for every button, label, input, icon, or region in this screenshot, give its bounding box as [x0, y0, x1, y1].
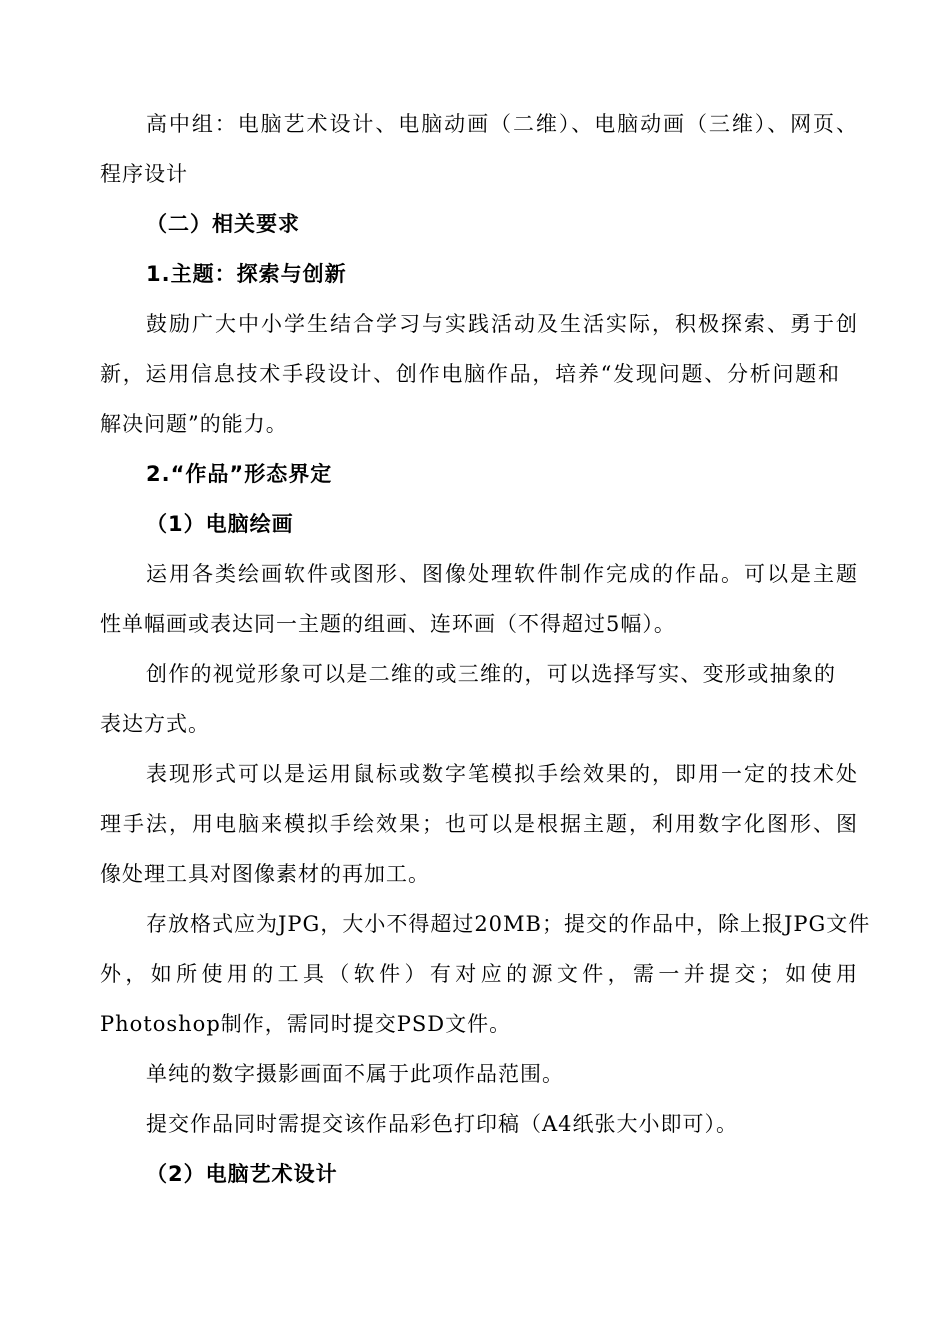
paragraph-expression-line-2: 理手法，用电脑来模拟手绘效果；也可以是根据主题，利用数字化图形、图 [100, 812, 858, 836]
paragraph-digital-photo: 单纯的数字摄影画面不属于此项作品范围。 [146, 1062, 564, 1086]
paragraph-format-line-2: 外，如所使用的工具（软件）有对应的源文件，需一并提交；如使用 [100, 962, 858, 986]
paragraph-format-line-1: 存放格式应为JPG，大小不得超过20MB；提交的作品中，除上报JPG文件 [146, 912, 871, 936]
paragraph-encourage-line-3: 解决问题”的能力。 [100, 412, 288, 436]
subheading-computer-art-design: （2）电脑艺术设计 [146, 1162, 338, 1186]
subheading-computer-painting: （1）电脑绘画 [146, 512, 294, 536]
paragraph-expression-line-3: 像处理工具对图像素材的再加工。 [100, 862, 430, 886]
paragraph-encourage-line-1: 鼓励广大中小学生结合学习与实践活动及生活实际，积极探索、勇于创 [146, 312, 858, 336]
paragraph-color-print: 提交作品同时需提交该作品彩色打印稿（A4纸张大小即可）。 [146, 1112, 739, 1136]
subheading-work-form: 2.“作品”形态界定 [146, 462, 333, 486]
section-heading-related-requirements: （二）相关要求 [146, 212, 300, 236]
paragraph-encourage-line-2: 新，运用信息技术手段设计、创作电脑作品，培养“发现问题、分析问题和 [100, 362, 840, 386]
paragraph-software-line-1: 运用各类绘画软件或图形、图像处理软件制作完成的作品。可以是主题 [146, 562, 858, 586]
paragraph-visual-line-2: 表达方式。 [100, 712, 210, 736]
paragraph-expression-line-1: 表现形式可以是运用鼠标或数字笔模拟手绘效果的，即用一定的技术处 [146, 762, 858, 786]
paragraph-visual-line-1: 创作的视觉形象可以是二维的或三维的，可以选择写实、变形或抽象的 [146, 662, 836, 686]
subheading-theme: 1.主题：探索与创新 [146, 262, 347, 286]
paragraph-senior-group-line-2: 程序设计 [100, 162, 188, 186]
paragraph-senior-group-line-1: 高中组：电脑艺术设计、电脑动画（二维）、电脑动画（三维）、网页、 [146, 112, 858, 136]
paragraph-format-line-3: Photoshop制作，需同时提交PSD文件。 [100, 1012, 512, 1036]
paragraph-software-line-2: 性单幅画或表达同一主题的组画、连环画（不得超过5幅）。 [100, 612, 676, 636]
